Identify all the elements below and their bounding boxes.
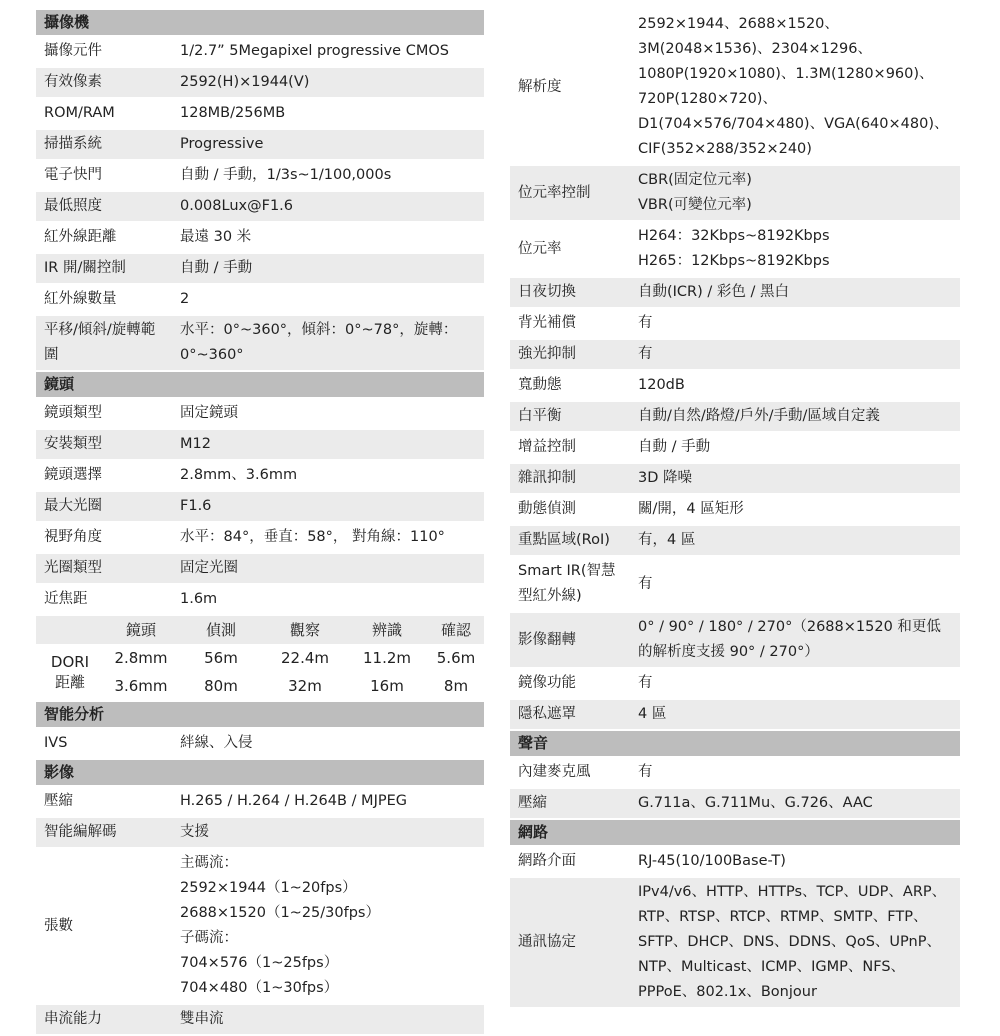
spec-label: 紅外線數量 (44, 291, 117, 307)
spec-value: M12 (180, 436, 211, 452)
dori-cell: 5.6m (428, 644, 484, 672)
spec-label: Smart IR(智慧型紅外線) (518, 563, 616, 604)
spec-label: 平移/傾斜/旋轉範圍 (44, 322, 156, 363)
spec-row (510, 700, 960, 729)
spec-value: 0° / 90° / 180° / 270°（2688×1520 和更低的解析度支援 90° / 270°） (638, 619, 941, 660)
spec-value: 自動 / 手動，1/3s~1/100,000s (180, 167, 392, 183)
dori-header: 鏡頭 (104, 616, 178, 644)
spec-row (36, 818, 484, 847)
dori-table (36, 616, 484, 700)
spec-value: 絆線、入侵 (180, 735, 253, 751)
spec-label: 紅外線距離 (44, 229, 117, 245)
spec-row (36, 849, 484, 1003)
spec-label: 白平衡 (518, 408, 562, 424)
spec-label: 串流能力 (44, 1011, 102, 1027)
dori-cell: 8m (428, 672, 484, 700)
spec-value: H264：32Kbps~8192Kbps H265：12Kbps~8192Kbps (638, 228, 830, 269)
dori-cell: 80m (178, 672, 264, 700)
spec-label: 壓縮 (44, 793, 73, 809)
spec-value: 主碼流： 2592×1944（1~20fps） 2688×1520（1~25/30fps） 子碼流： 704×576（1~25fps） 704×480（1~30fps） (180, 855, 380, 996)
spec-label: 背光補償 (518, 315, 576, 331)
dori-header: 偵測 (178, 616, 264, 644)
dori-cell: 56m (178, 644, 264, 672)
video-left-rows (36, 787, 484, 1034)
spec-row (510, 340, 960, 369)
spec-value: 2 (180, 291, 190, 307)
dori-corner (36, 616, 104, 644)
right-column (510, 10, 960, 1009)
spec-value: 有 (638, 315, 653, 331)
spec-value: 2.8mm、3.6mm (180, 467, 298, 483)
spec-value: 1.6m (180, 591, 218, 607)
spec-label: 通訊協定 (518, 934, 576, 950)
spec-value: 4 區 (638, 706, 667, 722)
spec-row (510, 222, 960, 276)
spec-label: 內建麥克風 (518, 764, 591, 780)
spec-row (510, 402, 960, 431)
spec-row (36, 729, 484, 758)
spec-label: 鏡頭類型 (44, 405, 102, 421)
spec-row (510, 166, 960, 220)
spec-row (36, 130, 484, 159)
spec-row (510, 758, 960, 787)
spec-row (36, 430, 484, 459)
spec-label: 張數 (44, 917, 73, 934)
spec-value: 0.008Lux@F1.6 (180, 198, 294, 214)
left-column (36, 10, 484, 1036)
dori-label: DORI 距離 (36, 644, 104, 700)
spec-row (36, 787, 484, 816)
spec-value: F1.6 (180, 498, 212, 514)
spec-label: 最低照度 (44, 198, 102, 214)
spec-row (510, 526, 960, 555)
spec-value: 雙串流 (180, 1011, 224, 1027)
spec-row (36, 37, 484, 66)
section-audio: 聲音 (510, 731, 960, 756)
spec-row (510, 557, 960, 611)
spec-value: Progressive (180, 136, 264, 152)
spec-row (36, 161, 484, 190)
spec-value: 自動 / 手動 (638, 439, 711, 455)
spec-row (510, 847, 960, 876)
spec-label: 智能編解碼 (44, 824, 117, 840)
spec-label: 有效像素 (44, 74, 102, 90)
spec-row (36, 285, 484, 314)
spec-value: 有，4 區 (638, 532, 696, 548)
spec-label: IR 開/關控制 (44, 260, 126, 276)
spec-label: 影像翻轉 (518, 631, 576, 648)
spec-value: 自動(ICR) / 彩色 / 黑白 (638, 284, 789, 300)
spec-label: 解析度 (518, 78, 562, 95)
spec-value: IPv4/v6、HTTP、HTTPs、TCP、UDP、ARP、RTP、RTSP、RTCP、RTMP、SMTP、FTP、SFTP、DHCP、DNS、DDNS、QoS、UPnP、NTP、Multicast、ICMP、IGMP、NFS、PPPoE、802.1x、Bonjour (638, 884, 947, 1000)
spec-label: 鏡像功能 (518, 675, 576, 691)
spec-row (510, 613, 960, 667)
video-right-rows (510, 10, 960, 729)
spec-value: 2592(H)×1944(V) (180, 74, 310, 90)
dori-header: 確認 (428, 616, 484, 644)
spec-value: 1/2.7” 5Megapixel progressive CMOS (180, 43, 449, 59)
spec-label: ROM/RAM (44, 105, 115, 121)
spec-label: 日夜切換 (518, 284, 576, 300)
spec-value: 自動 / 手動 (180, 260, 253, 276)
spec-row (36, 554, 484, 583)
section-video: 影像 (36, 760, 484, 785)
lens-rows (36, 399, 484, 614)
spec-value: G.711a、G.711Mu、G.726、AAC (638, 795, 873, 811)
spec-row (510, 433, 960, 462)
smart-rows (36, 729, 484, 758)
dori-cell: 2.8mm (104, 644, 178, 672)
spec-value: 最遠 30 米 (180, 229, 252, 245)
spec-label: IVS (44, 735, 68, 751)
spec-row (36, 1005, 484, 1034)
dori-cell: 11.2m (346, 644, 428, 672)
spec-label: 安裝類型 (44, 436, 102, 452)
spec-row (510, 789, 960, 818)
dori-cell: 16m (346, 672, 428, 700)
spec-value: CBR(固定位元率) VBR(可變位元率) (638, 172, 752, 213)
spec-row (510, 10, 960, 164)
spec-row (36, 399, 484, 428)
spec-label: 掃描系統 (44, 136, 102, 152)
spec-label: 光圈類型 (44, 560, 102, 576)
spec-label: 鏡頭選擇 (44, 467, 102, 483)
spec-value: 自動/自然/路燈/戶外/手動/區域自定義 (638, 408, 880, 424)
spec-value: 120dB (638, 377, 685, 393)
spec-label: 動態偵測 (518, 501, 576, 517)
spec-label: 網路介面 (518, 853, 576, 869)
spec-label: 攝像元件 (44, 43, 102, 59)
spec-row (36, 192, 484, 221)
section-network: 網路 (510, 820, 960, 845)
spec-row (36, 223, 484, 252)
spec-label: 增益控制 (518, 439, 576, 455)
dori-cell: 3.6mm (104, 672, 178, 700)
spec-row (36, 585, 484, 614)
spec-label: 位元率 (518, 240, 562, 257)
spec-value: 2592×1944、2688×1520、 3M(2048×1536)、2304×1296、 1080P(1920×1080)、1.3M(1280×960)、 720P(1280×720)、 D1(704×576/704×480)、VGA(640×480)、 CIF(352×288/352×240) (638, 16, 949, 157)
dori-header: 觀察 (264, 616, 346, 644)
dori-cell: 32m (264, 672, 346, 700)
spec-value: 支援 (180, 824, 209, 840)
spec-label: 位元率控制 (518, 184, 591, 201)
spec-value: 128MB/256MB (180, 105, 286, 121)
spec-row (36, 461, 484, 490)
spec-value: 有 (638, 675, 653, 691)
network-rows (510, 847, 960, 1007)
spec-row (36, 316, 484, 370)
section-camera: 攝像機 (36, 10, 484, 35)
spec-row (36, 523, 484, 552)
spec-label: 寬動態 (518, 377, 562, 393)
spec-value: 有 (638, 764, 653, 780)
spec-row (36, 68, 484, 97)
spec-value: 水平：84°，垂直：58°， 對角線：110° (180, 529, 445, 545)
spec-value: 固定鏡頭 (180, 405, 238, 421)
audio-rows (510, 758, 960, 818)
spec-row (510, 309, 960, 338)
spec-row (510, 464, 960, 493)
spec-row (510, 371, 960, 400)
spec-value: 水平：0°~360°，傾斜：0°~78°，旋轉：0°~360° (180, 322, 458, 363)
spec-label: 強光抑制 (518, 346, 576, 362)
spec-value: 關/開，4 區矩形 (638, 501, 744, 517)
dori-cell: 22.4m (264, 644, 346, 672)
section-smart-analysis: 智能分析 (36, 702, 484, 727)
spec-row (510, 278, 960, 307)
spec-label: 電子快門 (44, 167, 102, 183)
spec-row (36, 99, 484, 128)
spec-value: 3D 降噪 (638, 470, 692, 486)
spec-value: 有 (638, 346, 653, 362)
section-lens: 鏡頭 (36, 372, 484, 397)
spec-label: 視野角度 (44, 529, 102, 545)
spec-label: 隱私遮罩 (518, 706, 576, 722)
spec-value: H.265 / H.264 / H.264B / MJPEG (180, 793, 407, 809)
spec-row (36, 254, 484, 283)
spec-row (36, 492, 484, 521)
spec-label: 重點區域(RoI) (518, 532, 610, 548)
spec-value: RJ-45(10/100Base-T) (638, 853, 786, 869)
spec-label: 雜訊抑制 (518, 470, 576, 486)
spec-row (510, 878, 960, 1007)
spec-value: 有 (638, 575, 653, 592)
camera-rows (36, 37, 484, 370)
spec-label: 壓縮 (518, 795, 547, 811)
spec-row (510, 495, 960, 524)
dori-header: 辨識 (346, 616, 428, 644)
spec-row (510, 669, 960, 698)
spec-label: 最大光圈 (44, 498, 102, 514)
spec-value: 固定光圈 (180, 560, 238, 576)
spec-label: 近焦距 (44, 591, 88, 607)
